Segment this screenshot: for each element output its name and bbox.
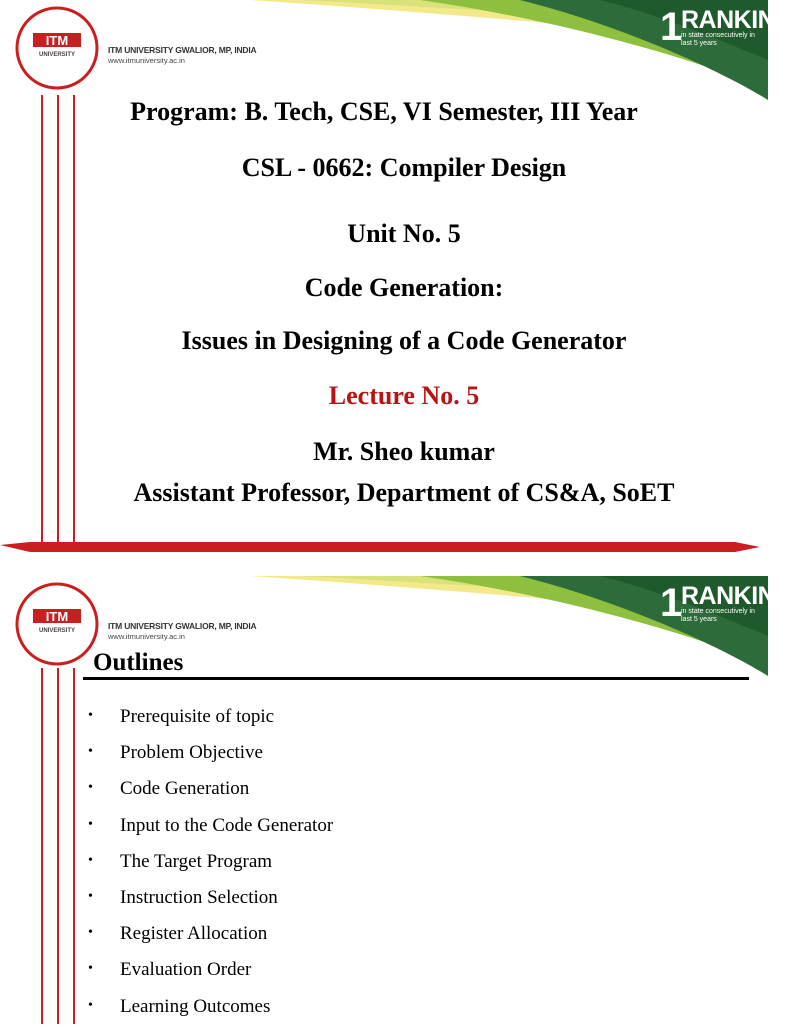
outline-list — [88, 706, 333, 1032]
bullet-icon: • — [88, 852, 93, 868]
svg-text:ITM: ITM — [45, 33, 69, 48]
svg-text:ITM: ITM — [45, 609, 69, 624]
svg-text:UNIVERSITY: UNIVERSITY — [38, 628, 76, 634]
heading-underline — [83, 677, 749, 680]
list-item-text: Instruction Selection — [120, 886, 278, 908]
bullet-icon: • — [88, 888, 93, 904]
topic-line: Code Generation: — [304, 273, 504, 302]
lecture-line: Lecture No. 5 — [328, 381, 480, 410]
bullet-icon: • — [88, 780, 93, 796]
list-item — [88, 851, 333, 887]
outline-heading: Outlines — [93, 649, 184, 676]
list-item-text: Prerequisite of topic — [120, 706, 275, 727]
university-name: ITM UNIVERSITY GWALIOR, MP, INDIA — [108, 621, 257, 631]
university-name: ITM UNIVERSITY GWALIOR, MP, INDIA — [108, 45, 257, 55]
list-item-text: Input to the Code Generator — [120, 814, 334, 836]
list-item — [88, 815, 333, 851]
bullet-icon: • — [88, 925, 93, 941]
ranking-label: RANKING — [681, 6, 794, 34]
bullet-icon: • — [88, 744, 93, 760]
presenter-designation: Assistant Professor, Department of CS&A, SoET — [133, 478, 675, 507]
ranking-caption: in state consecutively in last 5 years — [681, 608, 755, 623]
svg-text:1: 1 — [660, 581, 683, 625]
list-item-text: Learning Outcomes — [120, 995, 271, 1017]
list-item-text: Register Allocation — [120, 923, 268, 945]
list-item — [88, 742, 333, 778]
course-line: CSL - 0662: Compiler Design — [241, 153, 567, 182]
ranking-caption: in state consecutively in last 5 years — [681, 32, 755, 47]
unit-line: Unit No. 5 — [347, 219, 461, 248]
list-item — [88, 923, 333, 959]
list-item — [88, 996, 333, 1032]
university-url: www.itmuniversity.ac.in — [108, 56, 185, 65]
slide-outlines — [0, 576, 794, 1024]
bullet-icon: • — [88, 997, 93, 1013]
list-item-text: Code Generation — [120, 778, 250, 800]
bullet-icon: • — [88, 708, 93, 723]
header-banner — [0, 0, 768, 110]
list-item-text: Evaluation Order — [120, 959, 252, 981]
svg-text:1: 1 — [660, 5, 683, 49]
program-line: Program: B. Tech, CSE, VI Semester, III Year — [130, 97, 638, 126]
bullet-icon: • — [88, 816, 93, 832]
subtopic-line: Issues in Designing of a Code Generator — [181, 326, 627, 355]
list-item — [88, 706, 333, 742]
bullet-icon: • — [88, 961, 93, 977]
list-item — [88, 887, 333, 923]
presenter-name: Mr. Sheo kumar — [313, 437, 495, 466]
ranking-label: RANKING — [681, 582, 794, 610]
list-item — [88, 959, 333, 995]
list-item-text: Problem Objective — [120, 742, 263, 764]
list-item-text: The Target Program — [120, 850, 273, 872]
svg-text:UNIVERSITY: UNIVERSITY — [38, 52, 76, 58]
list-item — [88, 778, 333, 814]
university-url: www.itmuniversity.ac.in — [108, 632, 185, 641]
